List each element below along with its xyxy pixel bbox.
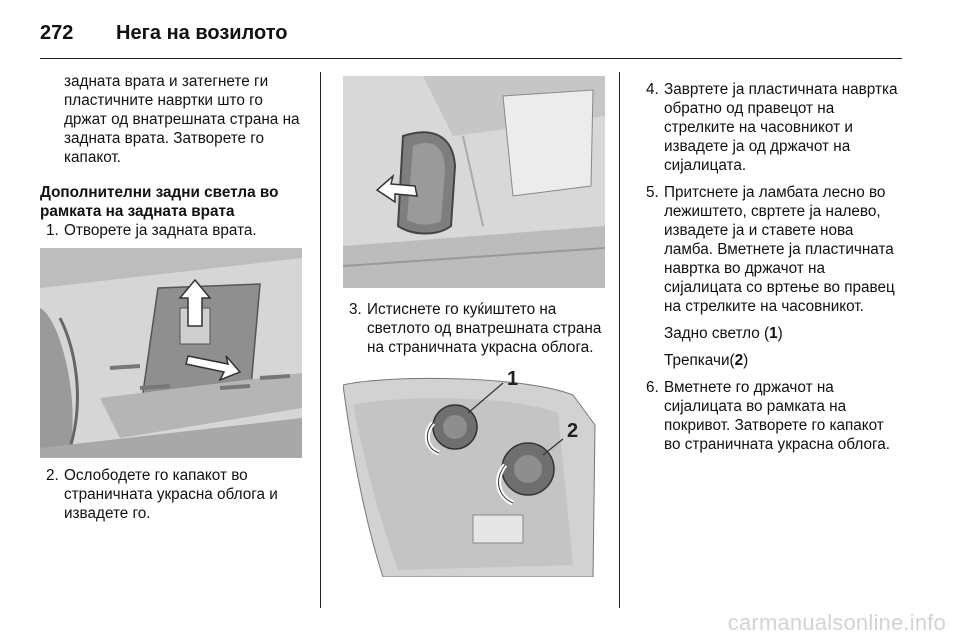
- column-divider-1: [320, 72, 321, 608]
- step-4-number: 4.: [646, 81, 659, 98]
- legend-2-close: ): [743, 352, 749, 369]
- header-rule: [40, 58, 902, 59]
- page-number: 272: [40, 22, 74, 44]
- spacer: [343, 288, 605, 300]
- figure-trunk-panel: [40, 248, 302, 458]
- legend-tail-light: [640, 324, 902, 343]
- step-6-number: 6.: [646, 379, 659, 396]
- figure-bulb-holders: [343, 365, 605, 577]
- legend-1-close: ): [777, 325, 783, 342]
- trunk-panel-illustration: [40, 248, 302, 458]
- step-5-number: 5.: [646, 184, 659, 201]
- step-5-text: Притснете ја ламбата лесно во лежиштето, свртете ја налево, извадете ја и ставете нова ламба. Вметнете ја пластичната навртка во држачот на сијалицата со вртење во правец на стрелките на часовникот.: [664, 184, 895, 315]
- callout-1: 1: [507, 368, 519, 390]
- light-housing-illustration: [343, 76, 605, 288]
- step-2-text: Ослободете го капакот во страничната украсна облога и извадете го.: [64, 467, 278, 522]
- step-5: [640, 183, 902, 316]
- legend-1-label: Задно светло (: [664, 325, 770, 342]
- figure-light-housing: [343, 76, 605, 288]
- step-3-text: Истиснете го куќиштето на светлото од внатрешната страна на страничната украсна облога.: [367, 301, 602, 356]
- spacer: [640, 370, 902, 378]
- legend-turn-signal: [640, 351, 902, 370]
- column-divider-2: [619, 72, 620, 608]
- step-2: [40, 466, 302, 523]
- step-1: [40, 221, 302, 240]
- callout-2: 2: [567, 420, 579, 442]
- spacer: [640, 316, 902, 324]
- step-3: [343, 300, 605, 357]
- continued-paragraph: задната врата и затегнете ги пластичните навртки што го држат од внатрешната страна на задната врата. Затворете го капакот.: [64, 73, 300, 166]
- spacer: [640, 175, 902, 183]
- column-middle: [343, 76, 605, 577]
- column-right: [640, 80, 902, 454]
- legend-1-number: 1: [769, 325, 778, 342]
- column-left: [40, 72, 302, 523]
- step-4: [640, 80, 902, 175]
- section-heading: Дополнителни задни светла во рамката на задната врата: [40, 184, 279, 220]
- step-4-text: Завртете ја пластичната навртка обратно од правецот на стрелките на часовникот и извадете ја од држачот на сијалицата.: [664, 81, 898, 174]
- spacer: [640, 343, 902, 351]
- legend-2-label: Трепкачи(: [664, 352, 735, 369]
- spacer: [40, 458, 302, 466]
- legend-2-number: 2: [734, 352, 744, 369]
- running-title: Нега на возилото: [116, 22, 288, 44]
- step-6-text: Вметнете го држачот на сијалицата во рамката на покривот. Затворете го капакот во страничната украсна облога.: [664, 379, 890, 453]
- step-1-number: 1.: [46, 222, 59, 239]
- step-3-number: 3.: [349, 301, 362, 318]
- step-2-number: 2.: [46, 467, 59, 484]
- step-6: [640, 378, 902, 454]
- bulb-holders-illustration: [343, 365, 605, 577]
- step-1-text: Отворете ја задната врата.: [64, 222, 257, 239]
- watermark: carmanualsonline.info: [727, 610, 946, 635]
- page-header: [40, 14, 902, 58]
